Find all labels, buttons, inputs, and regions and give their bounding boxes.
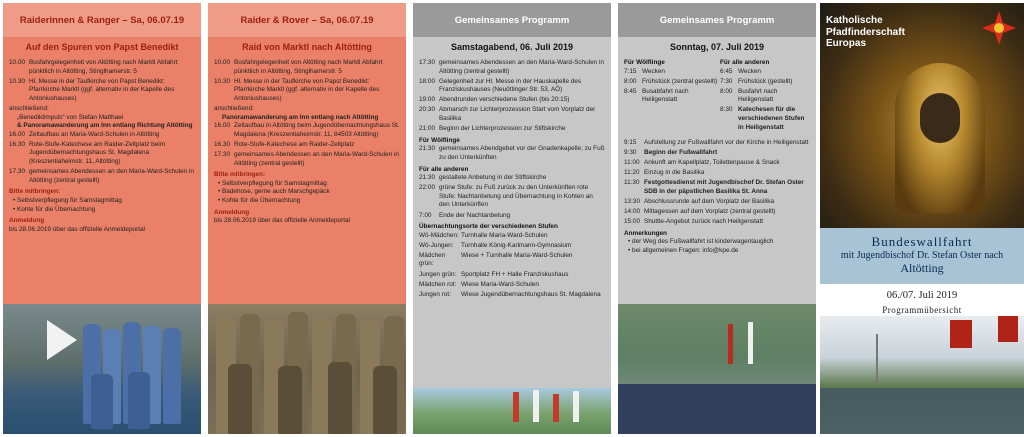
panel-raiderinnen-ranger [3, 3, 201, 434]
schedule-row: 21:30 gemeinsames Abendgebet vor der Gnadenkapelle; zu Fuß zu den Unterkünften [419, 145, 605, 161]
org-name: Katholische Pfadfinderschaft Europas [826, 15, 905, 49]
after-label: anschließend: [9, 104, 49, 112]
schedule-row: 10.30 Hl. Messe in der Taufkirche von Papst Benedikt: Pfarrkirche Marktl (ggf. alternativ in der Kapelle des Antoniushauses) [214, 77, 380, 102]
panel-subtitle: Auf den Spuren von Papst Benedikt [25, 42, 179, 52]
signup-label: Anmeldung [9, 217, 45, 225]
schedule-row: 16.00 Zeltaufbau an Maria-Ward-Schulen in Altötting [9, 130, 160, 138]
panel-sunday-program [618, 3, 816, 434]
bring-item: • Selbstverpflegung für Samstagmittag [13, 196, 122, 204]
note-item: • bei allgemeinen Fragen: info@kpe.de [628, 246, 739, 254]
schedule-row: 16.30 Rote-Stufe-Katechese am Raider-Zeltplatz beim Jugendübernachtungshaus St. Magdalena (Kreszentiaheimstr. 11, Altötting) [9, 140, 166, 166]
schedule-row: 18:00 Gelegenheit zur Hl. Messe in der Hauskapelle des Franziskushauses (Neuöttinger Str. 53, AÖ) [419, 77, 582, 94]
panel-header: Gemeinsames Programm [413, 3, 611, 37]
cover-title: Bundeswallfahrt [871, 234, 973, 249]
schedule-row: 16.00 Zeltaufbau in Altötting beim Jugendübernachtungshaus St. Magdalena (Kreszentiaheimstr. 11, 84503 Altötting) [214, 122, 400, 138]
schedule-row: 8:00 Frühstück (zentral gestellt) [624, 77, 718, 85]
stay-row: Wö-Jungen: Turnhalle König-Karlmann-Gymnasium [419, 241, 572, 249]
rovers-photo [208, 304, 406, 434]
after-item: „Benediktimpuls“ von Stefan Matthaei [17, 113, 124, 121]
schedule-row: 22:00 grüne Stufe: zu Fuß zurück zu den Unterkünften rote Stufe: Nachtanbetung und Übernachtung in Kohten an den Unterkünften [419, 184, 593, 209]
bring-item: • Badehose, gerne auch Marschgepäck [218, 188, 330, 196]
cover-date: 06./07. Juli 2019 [886, 290, 958, 301]
schedule-row: 9:15 Aufstellung zur Fußwallfahrt vor der Kirche in Heiligenstatt [624, 138, 809, 146]
schedule-row: 9:30 Beginn der Fußwallfahrt [624, 148, 718, 156]
others-label: Für alle anderen [720, 59, 770, 66]
panel-raider-rover [208, 3, 406, 434]
schedule-row: 17.30 gemeinsames Abendessen an den Maria-Ward-Schulen in Altötting (zentral gestellt) [9, 168, 194, 184]
schedule-row: 8:45 Busabfahrt nach Heiligenstatt [624, 87, 689, 104]
schedule-row: 7:15 Wecken [624, 67, 665, 75]
cover-subtitle: mit Jugendbischof Dr. Stefan Oster nach [840, 250, 1004, 261]
bring-item: • Kohte für die Übernachtung [218, 196, 301, 204]
panel-header: Gemeinsames Programm [618, 3, 816, 37]
schedule-row: 17.30 gemeinsames Abendessen an den Maria-Ward-Schulen in Altötting (zentral gestellt) [214, 150, 399, 167]
schedule-row: 10.00 Busfahrgelegenheit von Altötting nach Marktl Abfahrt pünktlich in Altötting, Stinglhamerstr. 5 [9, 59, 178, 75]
schedule-row: 19:00 Abendrunden verschiedene Stufen (bis 20:15) [419, 96, 570, 104]
schedule-row: 13:30 Abschlussrunde auf dem Vorplatz der Basilika [624, 197, 775, 205]
stay-row: Wö-Mädchen: Turnhalle Maria-Ward-Schulen [419, 231, 548, 239]
schedule-row: 21:30 gestaltete Anbetung in der Stiftskirche [419, 174, 547, 182]
schedule-row: 20:30 Abmarsch zur Lichterprozession Start vom Vorplatz der Basilika [419, 106, 596, 123]
signup-text: bis 28.06.2019 über das offizielle Anmeldeportal [9, 225, 145, 233]
schedule-row: 11:30 Festgottesdienst mit Jugendbischof Dr. Stefan Oster SDB in der päpstlichen Basilika St. Anna [624, 179, 804, 195]
panel-cover [820, 3, 1024, 434]
bring-item: • Selbstverpflegung für Samstagmittag [218, 179, 327, 187]
madonna-image [820, 3, 1024, 228]
stay-row: Jungen rot: Wiese Jugendübernachtungshaus St. Magdalena [419, 290, 601, 298]
schedule-row: 17:30 gemeinsames Abendessen an den Maria-Ward-Schulen in Altötting (zentral gestellt) [419, 59, 604, 75]
field-procession-photo [820, 316, 1024, 434]
after-item: & Panoramawanderung am Inn entlang Richtung Altötting [17, 122, 193, 130]
schedule-row: 16.30 Rote-Stufe-Katechese am Raider-Zeltplatz [214, 140, 355, 148]
notes-label: Anmerkungen [624, 229, 667, 237]
woelflinge-label: Für Wölflinge [419, 136, 460, 144]
procession-photo [413, 388, 611, 434]
schedule-row: 11:20 Einzug in die Basilika [624, 169, 705, 177]
others-label: Für alle anderen [419, 165, 469, 173]
stay-label: Übernachtungsorte der verschiedenen Stufen [419, 223, 558, 231]
stay-row: Mädchen rot: Wiese Maria-Ward-Schulen [419, 280, 539, 288]
schedule-row: 10.30 Hl. Messe in der Taufkirche von Papst Benedikt: Pfarrkirche Marktl (ggf. alternativ in der Kapelle des Antoniushauses) [9, 77, 175, 102]
schedule-row: 10.00 Busfahrgelegenheit von Altötting nach Marktl Abfahrt pünktlich in Altötting, Stinglhamerstr. 5 [214, 59, 383, 75]
after-label: anschließend: [214, 104, 254, 112]
schedule-row: 7:00 Ende der Nachtanbetung [419, 211, 511, 219]
panel-subtitle: Samstagabend, 06. Juli 2019 [450, 42, 574, 52]
panel-subtitle: Raid von Marktl nach Altötting [242, 42, 372, 52]
scouts-photo [3, 304, 201, 434]
bring-label: Bitte mitbringen: [214, 171, 266, 179]
woelflinge-label: Für Wölflinge [624, 59, 665, 66]
cover-place: Altötting [900, 261, 944, 275]
schedule-row: 14:00 Mittagessen auf dem Vorplatz (zentral gestellt) [624, 207, 776, 215]
schedule-row: 15:00 Shuttle-Angebot zurück nach Heiligenstatt [624, 218, 764, 225]
title-banner [820, 228, 1024, 284]
schedule-row: 8:30 Katechesen für die verschiedenen Stufen in Heiligenstatt [720, 106, 805, 131]
panel-header: Raider & Rover – Sa, 06.07.19 [208, 3, 406, 37]
note-item: • der Weg des Fußwallfahrt ist kinderwagentauglich [628, 238, 774, 246]
flag-icon [47, 320, 77, 360]
stay-row: Jungen grün: Sportplatz FH + Halle Franziskushaus [419, 270, 569, 278]
stay-row: Mädchen grün: Wiese + Turnhalle Maria-Ward-Schulen [419, 251, 573, 268]
cover-program-label: Programmübersicht [882, 305, 962, 315]
after-item: Panoramawanderung am Inn entlang nach Altötting [222, 113, 379, 121]
schedule-row: 21:00 Beginn der Lichterprozession zur Stiftskirche [419, 125, 566, 133]
panel-header: Raiderinnen & Ranger – Sa, 06.07.19 [3, 3, 201, 37]
schedule-row: 11:00 Ankunft am Kapellplatz, Toilettenpause & Snack [624, 158, 780, 166]
schedule-row: 6:45 Wecken [720, 67, 761, 75]
signup-label: Anmeldung [214, 208, 250, 216]
bring-item: • Kohte für die Übernachtung [13, 205, 96, 213]
pilgrimage-photo [618, 304, 816, 434]
schedule-row: 8:00 Busfahrt nach Heiligenstatt [720, 87, 778, 104]
signup-text: bis 28.06.2019 über das offizielle Anmeldeportal [214, 217, 350, 225]
schedule-row: 7:30 Frühstück (gestellt) [720, 77, 793, 85]
panel-subtitle: Sonntag, 07. Juli 2019 [669, 42, 765, 52]
panel-saturday-program [413, 3, 611, 434]
bring-label: Bitte mitbringen: [9, 188, 61, 196]
lily-cross-icon [980, 9, 1018, 47]
